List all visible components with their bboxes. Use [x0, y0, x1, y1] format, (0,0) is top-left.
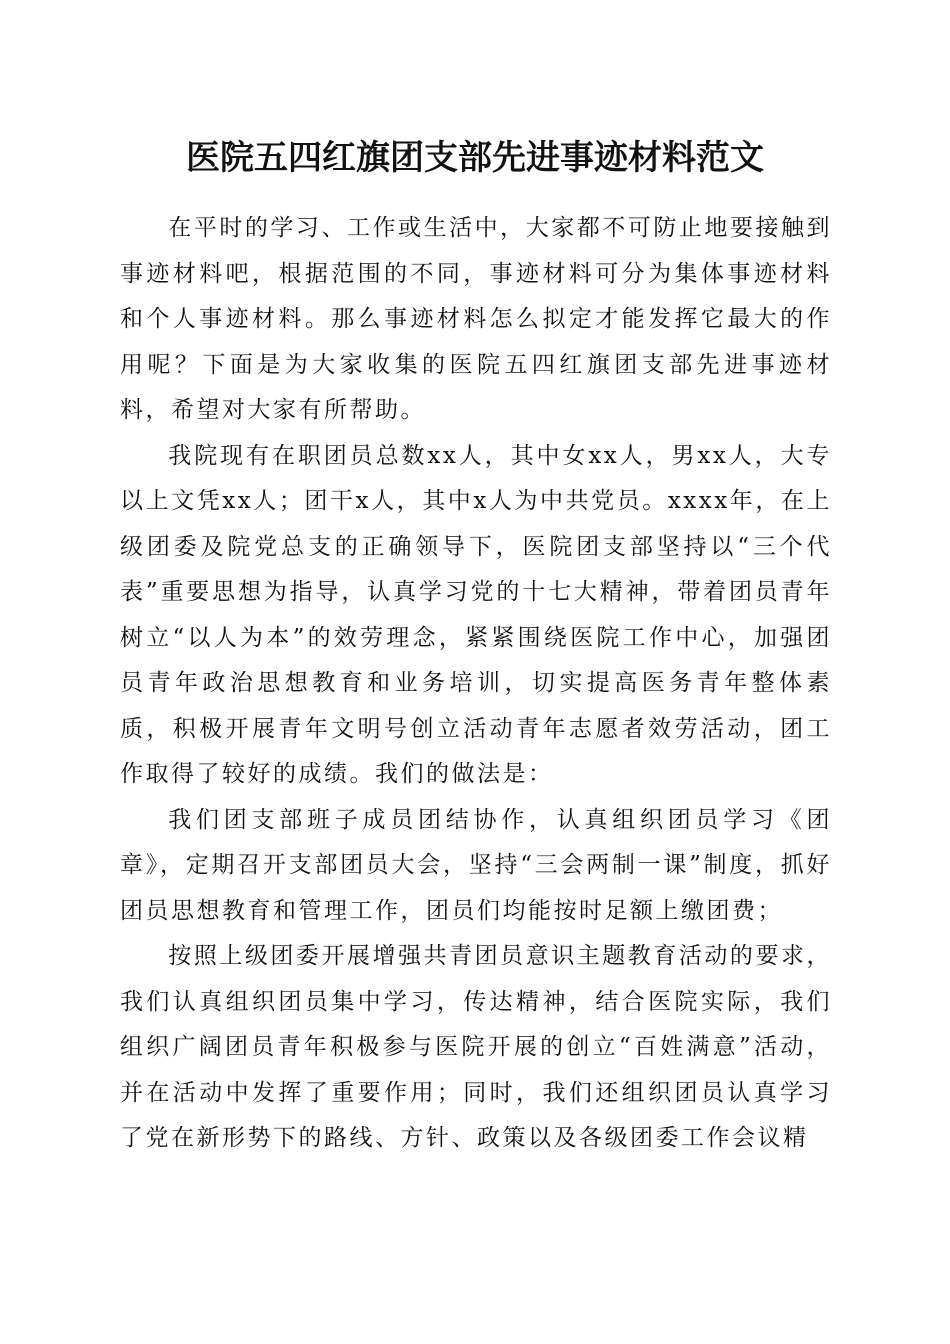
paragraph-education: 按照上级团委开展增强共青团员意识主题教育活动的要求，我们认真组织团员集中学习，传达精神，结合医院实际，我们组织广阔团员青年积极参与医院开展的创立“百姓满意”活动，并在活动中发挥了重要作用；同时，我们还组织团员认真学习了党在新形势下的路线、方针、政策以及各级团委工作会议精	[120, 943, 832, 1151]
document-body	[120, 206, 832, 1162]
paragraph-overview: 我院现有在职团员总数xx人，其中女xx人，男xx人，大专以上文凭xx人；团干x人，其中x人为中共党员。xxxx年，在上级团委及院党总支的正确领导下，医院团支部坚持以“三个代表”重要思想为指导，认真学习党的十七大精神，带着团员青年树立“以人为本”的效劳理念，紧紧围绕医院工作中心，加强团员青年政治思想教育和业务培训，切实提高医务青年整体素质，积极开展青年文明号创立活动青年志愿者效劳活动，团工作取得了较好的成绩。我们的做法是：	[120, 442, 832, 787]
paragraph-organization: 我们团支部班子成员团结协作，认真组织团员学习《团章》，定期召开支部团员大会，坚持“三会两制一课”制度，抓好团员思想教育和管理工作，团员们均能按时足额上缴团费；	[120, 806, 832, 924]
paragraph-intro: 在平时的学习、工作或生活中，大家都不可防止地要接触到事迹材料吧，根据范围的不同，事迹材料可分为集体事迹材料和个人事迹材料。那么事迹材料怎么拟定才能发挥它最大的作用呢？下面是为大家收集的医院五四红旗团支部先进事迹材料，希望对大家有所帮助。	[120, 215, 832, 423]
document-title: 医院五四红旗团支部先进事迹材料范文	[186, 138, 764, 178]
